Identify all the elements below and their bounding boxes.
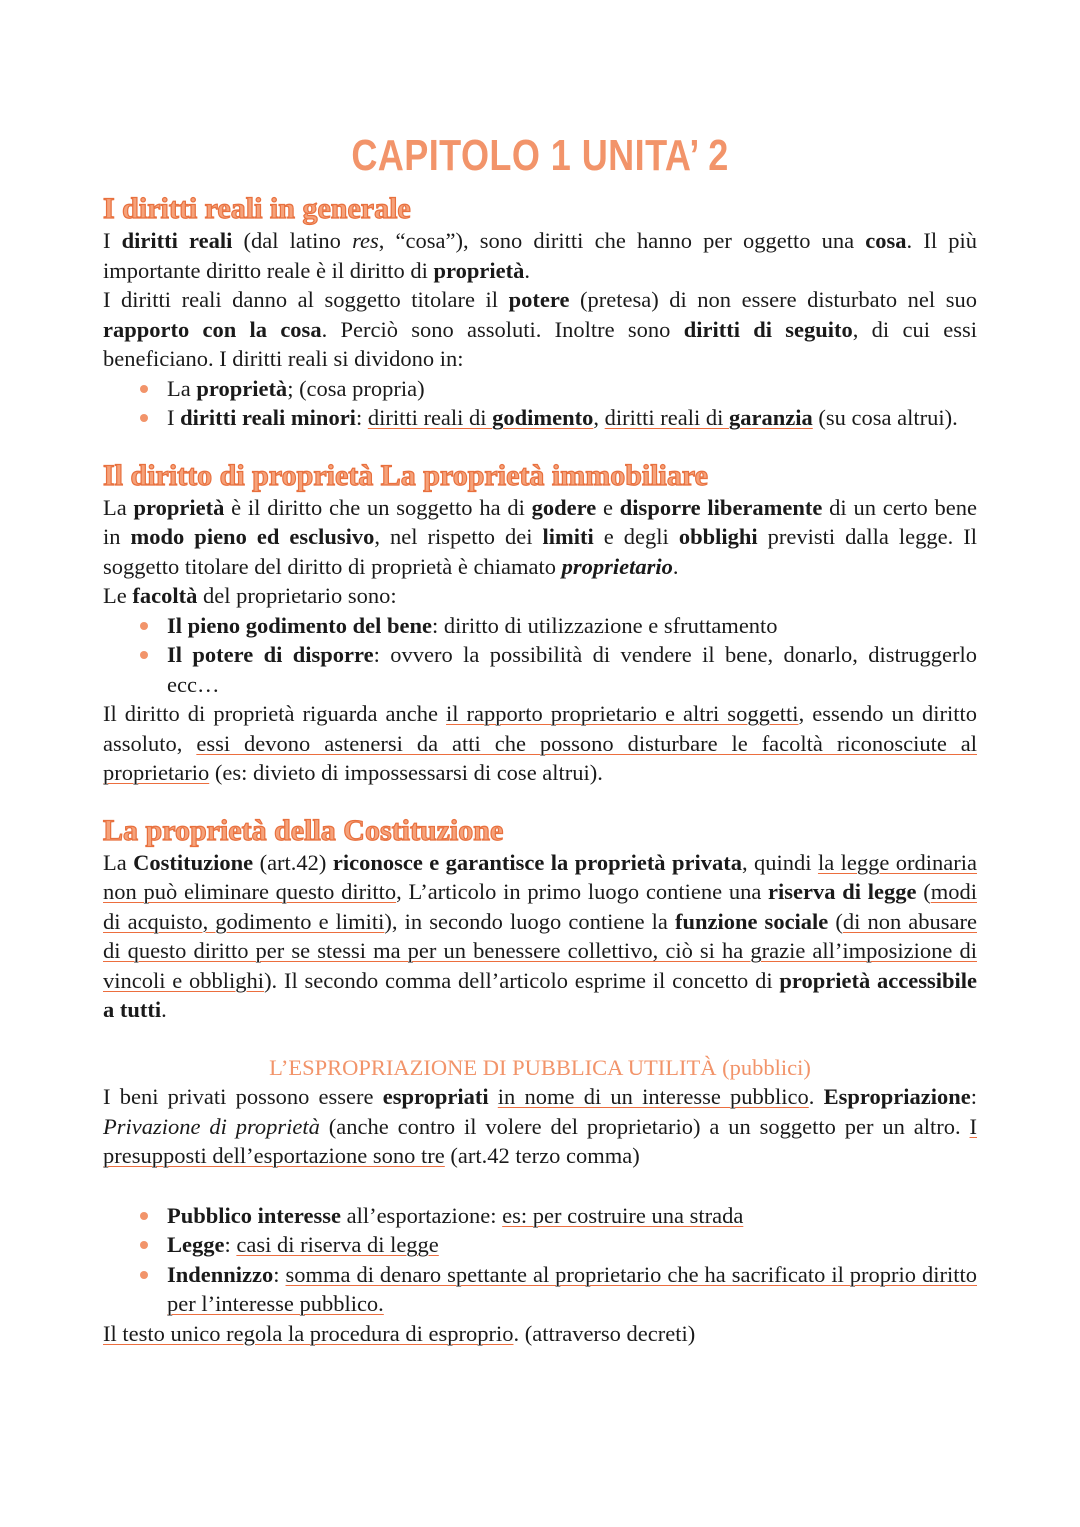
list-item xyxy=(167,1201,977,1231)
text-run: . Perciò sono assoluti. Inoltre sono xyxy=(321,316,684,342)
text-run: : xyxy=(970,1084,978,1109)
text-run: I diritti reali danno al soggetto titolare il xyxy=(103,287,509,312)
text-run: funzione sociale xyxy=(674,908,829,934)
paragraph xyxy=(103,1082,977,1171)
text-run: e xyxy=(596,494,620,520)
text-run: I xyxy=(167,405,181,430)
text-run: ). Il secondo comma dell’articolo esprime il concetto di xyxy=(264,967,780,993)
list-item xyxy=(167,640,977,699)
text-run: proprietà xyxy=(196,375,288,401)
paragraph xyxy=(103,285,977,374)
list-item xyxy=(167,1230,977,1260)
text-run: diritti reali di xyxy=(367,405,493,430)
text-run: espropriati xyxy=(382,1084,489,1109)
text-run: res xyxy=(352,228,379,253)
text-run: proprietà xyxy=(433,257,525,283)
text-run: diritti reali minori xyxy=(180,405,356,430)
text-run: I xyxy=(103,228,122,253)
text-run: in nome di un interesse pubblico xyxy=(497,1084,809,1109)
text-run: (art.42) xyxy=(253,849,333,875)
text-run: proprietà accessibile a tutti xyxy=(103,967,977,1022)
text-run: di un certo bene in xyxy=(103,494,977,549)
text-run: modo pieno ed esclusivo xyxy=(130,524,375,549)
text-run: (su cosa altrui). xyxy=(812,405,958,430)
text-run: potere xyxy=(508,287,570,312)
paragraph xyxy=(103,581,977,611)
text-run: diritti reali di xyxy=(604,405,730,430)
text-run: obblighi xyxy=(678,524,758,549)
text-run: ), in secondo luogo contiene la xyxy=(384,908,675,934)
document-page xyxy=(103,128,977,1348)
text-run: (pretesa) di non essere disturbato nel suo xyxy=(569,287,977,312)
text-run: proprietà xyxy=(133,494,225,520)
text-run: (anche contro il volere del proprietario) a un soggetto per un altro. xyxy=(319,1113,970,1139)
text-run: . xyxy=(524,257,530,283)
text-run: godimento xyxy=(492,405,594,430)
list-item xyxy=(167,611,977,641)
text-run: godere xyxy=(531,494,597,520)
text-run: , quindi xyxy=(741,849,818,875)
text-run: : diritto di utilizzazione e sfruttamento xyxy=(432,612,778,638)
bullet-list xyxy=(103,611,977,700)
text-run: La xyxy=(167,375,197,401)
text-run: il rapporto proprietario e altri soggetti xyxy=(446,701,799,726)
text-run: : xyxy=(273,1261,286,1287)
list-item xyxy=(167,374,977,404)
text-run: facoltà xyxy=(132,583,198,608)
list-item xyxy=(167,1260,977,1319)
paragraph xyxy=(103,848,977,1025)
text-run: del proprietario sono: xyxy=(197,583,397,608)
text-run: (dal latino xyxy=(232,228,353,253)
paragraph xyxy=(103,1319,977,1349)
text-run: ( xyxy=(916,879,931,904)
paragraph xyxy=(103,699,977,788)
text-run: essi devono astenersi da atti che possono disturbare le facoltà riconosciute al proprietario xyxy=(103,730,977,785)
text-run: Indennizzo xyxy=(167,1261,274,1287)
text-run: Privazione di proprietà xyxy=(103,1113,320,1139)
text-run: , L’articolo in primo luogo contiene una xyxy=(396,879,769,904)
text-run: diritti reali xyxy=(121,228,233,253)
text-run: (es: divieto di impossessarsi di cose altrui). xyxy=(209,760,603,785)
text-run: , nel rispetto dei xyxy=(374,524,543,549)
text-run: . xyxy=(161,997,167,1022)
text-run: di non abusare di questo diritto per se stessi ma per un benessere collettivo, ciò si ha grazie all’imposizione di vincoli e obblighi xyxy=(103,908,977,993)
bullet-list xyxy=(103,374,977,433)
text-run: diritti di seguito xyxy=(683,316,853,342)
section-heading-diritti-reali: I diritti reali in generale xyxy=(103,192,411,225)
text-run: Costituzione xyxy=(133,849,254,875)
text-run: Le xyxy=(103,583,133,608)
text-run: Il diritto di proprietà riguarda anche xyxy=(103,701,447,726)
text-run: . xyxy=(672,553,679,579)
text-run: disporre liberamente xyxy=(619,494,823,520)
text-run: Il pieno godimento del bene xyxy=(167,612,433,638)
section-heading-diritto-proprieta: Il diritto di proprietà La proprietà immobiliare xyxy=(103,458,708,492)
text-run: . xyxy=(808,1084,824,1109)
text-run: cosa xyxy=(865,228,907,253)
text-run: Il potere di disporre xyxy=(167,642,374,667)
text-run: previsti dalla legge. Il soggetto titolare del diritto di proprietà è chiamato xyxy=(103,524,977,579)
text-run: riconosce e garantisce la proprietà privata xyxy=(332,849,742,875)
text-run: es: per costruire una strada xyxy=(502,1202,744,1228)
text-run: , xyxy=(593,405,605,430)
text-run: , essendo un diritto assoluto, xyxy=(103,701,977,756)
text-run: , “cosa”), sono diritti che hanno per oggetto una xyxy=(378,228,866,253)
text-run: Legge xyxy=(167,1232,225,1257)
text-run: La xyxy=(103,849,134,875)
bullet-list xyxy=(103,1201,977,1319)
page-title: CAPITOLO 1 UNITA’ 2 xyxy=(351,131,729,180)
text-run: proprietario xyxy=(561,553,673,579)
text-run: casi di riserva di legge xyxy=(236,1232,439,1257)
text-run: (art.42 terzo comma) xyxy=(444,1143,640,1168)
text-run: e degli xyxy=(593,524,679,549)
text-run: Il testo unico regola la procedura di esproprio xyxy=(103,1320,514,1346)
text-run: è il diritto che un soggetto ha di xyxy=(224,494,532,520)
paragraph xyxy=(103,226,977,285)
list-item xyxy=(167,403,977,433)
text-run: riserva di legge xyxy=(768,879,917,904)
text-run: . Il più importante diritto reale è il diritto di xyxy=(103,228,977,283)
paragraph xyxy=(103,493,977,582)
text-run: . (attraverso decreti) xyxy=(513,1320,696,1346)
text-run: ( xyxy=(828,908,843,934)
text-run: Espropriazione xyxy=(823,1084,971,1109)
text-run: : xyxy=(355,405,368,430)
text-run: : xyxy=(224,1232,237,1257)
text-run: I beni privati possono essere xyxy=(103,1084,383,1109)
text-run: all’esportazione: xyxy=(340,1202,503,1228)
text-run: La xyxy=(103,494,134,520)
text-run: I presupposti dell’esportazione sono tre xyxy=(103,1113,978,1168)
text-run: limiti xyxy=(542,524,594,549)
text-run xyxy=(489,1084,498,1109)
subheading-espropriazione: L’ESPROPRIAZIONE DI PUBBLICA UTILITÀ (pubblici) xyxy=(269,1054,811,1080)
text-run: la legge ordinaria non può eliminare questo diritto xyxy=(103,849,977,904)
text-run: somma di denaro spettante al proprietario che ha sacrificato il proprio diritto per l’interesse pubblico. xyxy=(167,1261,977,1316)
text-run: garanzia xyxy=(729,405,813,430)
text-run: modi di acquisto, godimento e limiti xyxy=(103,879,977,934)
text-run: : ovvero la possibilità di vendere il bene, donarlo, distruggerlo ecc… xyxy=(167,642,978,697)
text-run: Pubblico interesse xyxy=(167,1202,341,1228)
text-run: rapporto con la cosa xyxy=(103,316,322,342)
text-run: , di cui essi beneficiano. I diritti reali si dividono in: xyxy=(103,316,977,371)
text-run: ; (cosa propria) xyxy=(287,375,425,401)
section-heading-costituzione: La proprietà della Costituzione xyxy=(103,813,504,847)
